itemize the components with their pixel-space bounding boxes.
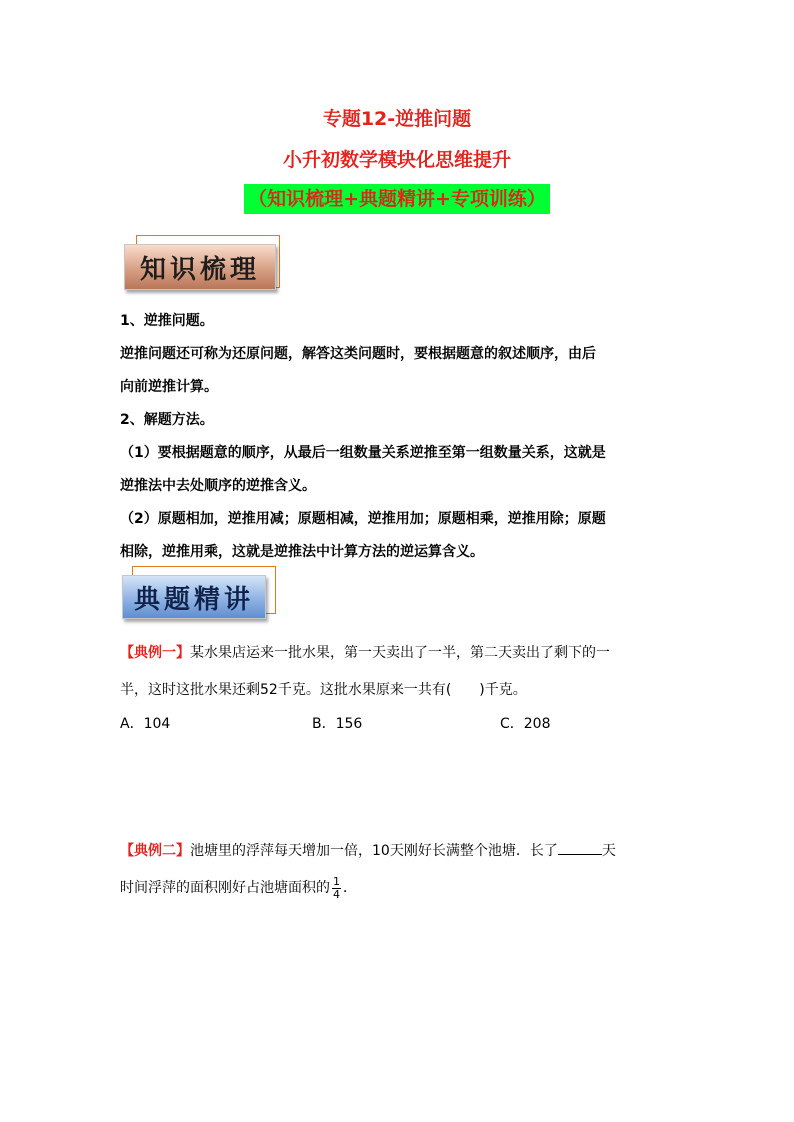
fraction-denominator: 4 bbox=[333, 887, 340, 901]
doc-subtitle: 小升初数学模块化思维提升 bbox=[282, 149, 511, 171]
example-2-line2a: 时间浮萍的面积刚好占池塘面积的 bbox=[120, 880, 330, 896]
example-2-line1b: 天 bbox=[601, 843, 616, 859]
knowledge-line: 2、解题方法。 bbox=[120, 412, 214, 428]
doc-title: 专题12-逆推问题 bbox=[322, 108, 472, 130]
option-c[interactable]: C．208 bbox=[500, 716, 551, 732]
knowledge-line: （2）原题相加，逆推用减；原题相减，逆推用加；原题相乘，逆推用除；原题 bbox=[120, 511, 606, 527]
option-b[interactable]: B．156 bbox=[312, 716, 363, 732]
answer-blank[interactable] bbox=[558, 840, 602, 855]
option-a[interactable]: A．104 bbox=[120, 716, 171, 732]
example-2-line2b: ． bbox=[343, 880, 357, 896]
knowledge-line: 相除，逆推用乘，这就是逆推法中计算方法的逆运算含义。 bbox=[120, 544, 484, 560]
knowledge-line: 逆推问题还可称为还原问题，解答这类问题时，要根据题意的叙述顺序，由后 bbox=[120, 346, 596, 362]
example-1 bbox=[120, 637, 680, 707]
fraction-numerator: 1 bbox=[333, 874, 340, 888]
knowledge-text bbox=[120, 305, 680, 569]
example-1-line1: 某水果店运来一批水果，第一天卖出了一半，第二天卖出了剩下的一 bbox=[190, 645, 610, 661]
example-1-line2a: 半，这时这批水果还剩52千克。这批水果原来一共有( bbox=[120, 682, 452, 698]
example-2-tag: 【典例二】 bbox=[120, 843, 190, 859]
fraction-one-quarter bbox=[332, 876, 341, 901]
knowledge-line: （1）要根据题意的顺序，从最后一组数量关系逆推至第一组数量关系，这就是 bbox=[120, 445, 606, 461]
knowledge-line: 向前逆推计算。 bbox=[120, 379, 218, 395]
example-1-line2b: )千克。 bbox=[479, 682, 527, 698]
doc-tagline: （知识梳理+典题精讲+专项训练） bbox=[244, 184, 550, 214]
knowledge-line: 1、逆推问题。 bbox=[120, 313, 214, 329]
section-banner-knowledge-label: 知识梳理 bbox=[124, 244, 276, 290]
example-1-tag: 【典例一】 bbox=[120, 645, 190, 661]
example-2-line1a: 池塘里的浮萍每天增加一倍，10天刚好长满整个池塘．长了 bbox=[190, 843, 558, 859]
section-banner-examples-label: 典题精讲 bbox=[122, 575, 266, 619]
knowledge-line: 逆推法中去处顺序的逆推含义。 bbox=[120, 478, 316, 494]
example-2 bbox=[120, 835, 680, 905]
